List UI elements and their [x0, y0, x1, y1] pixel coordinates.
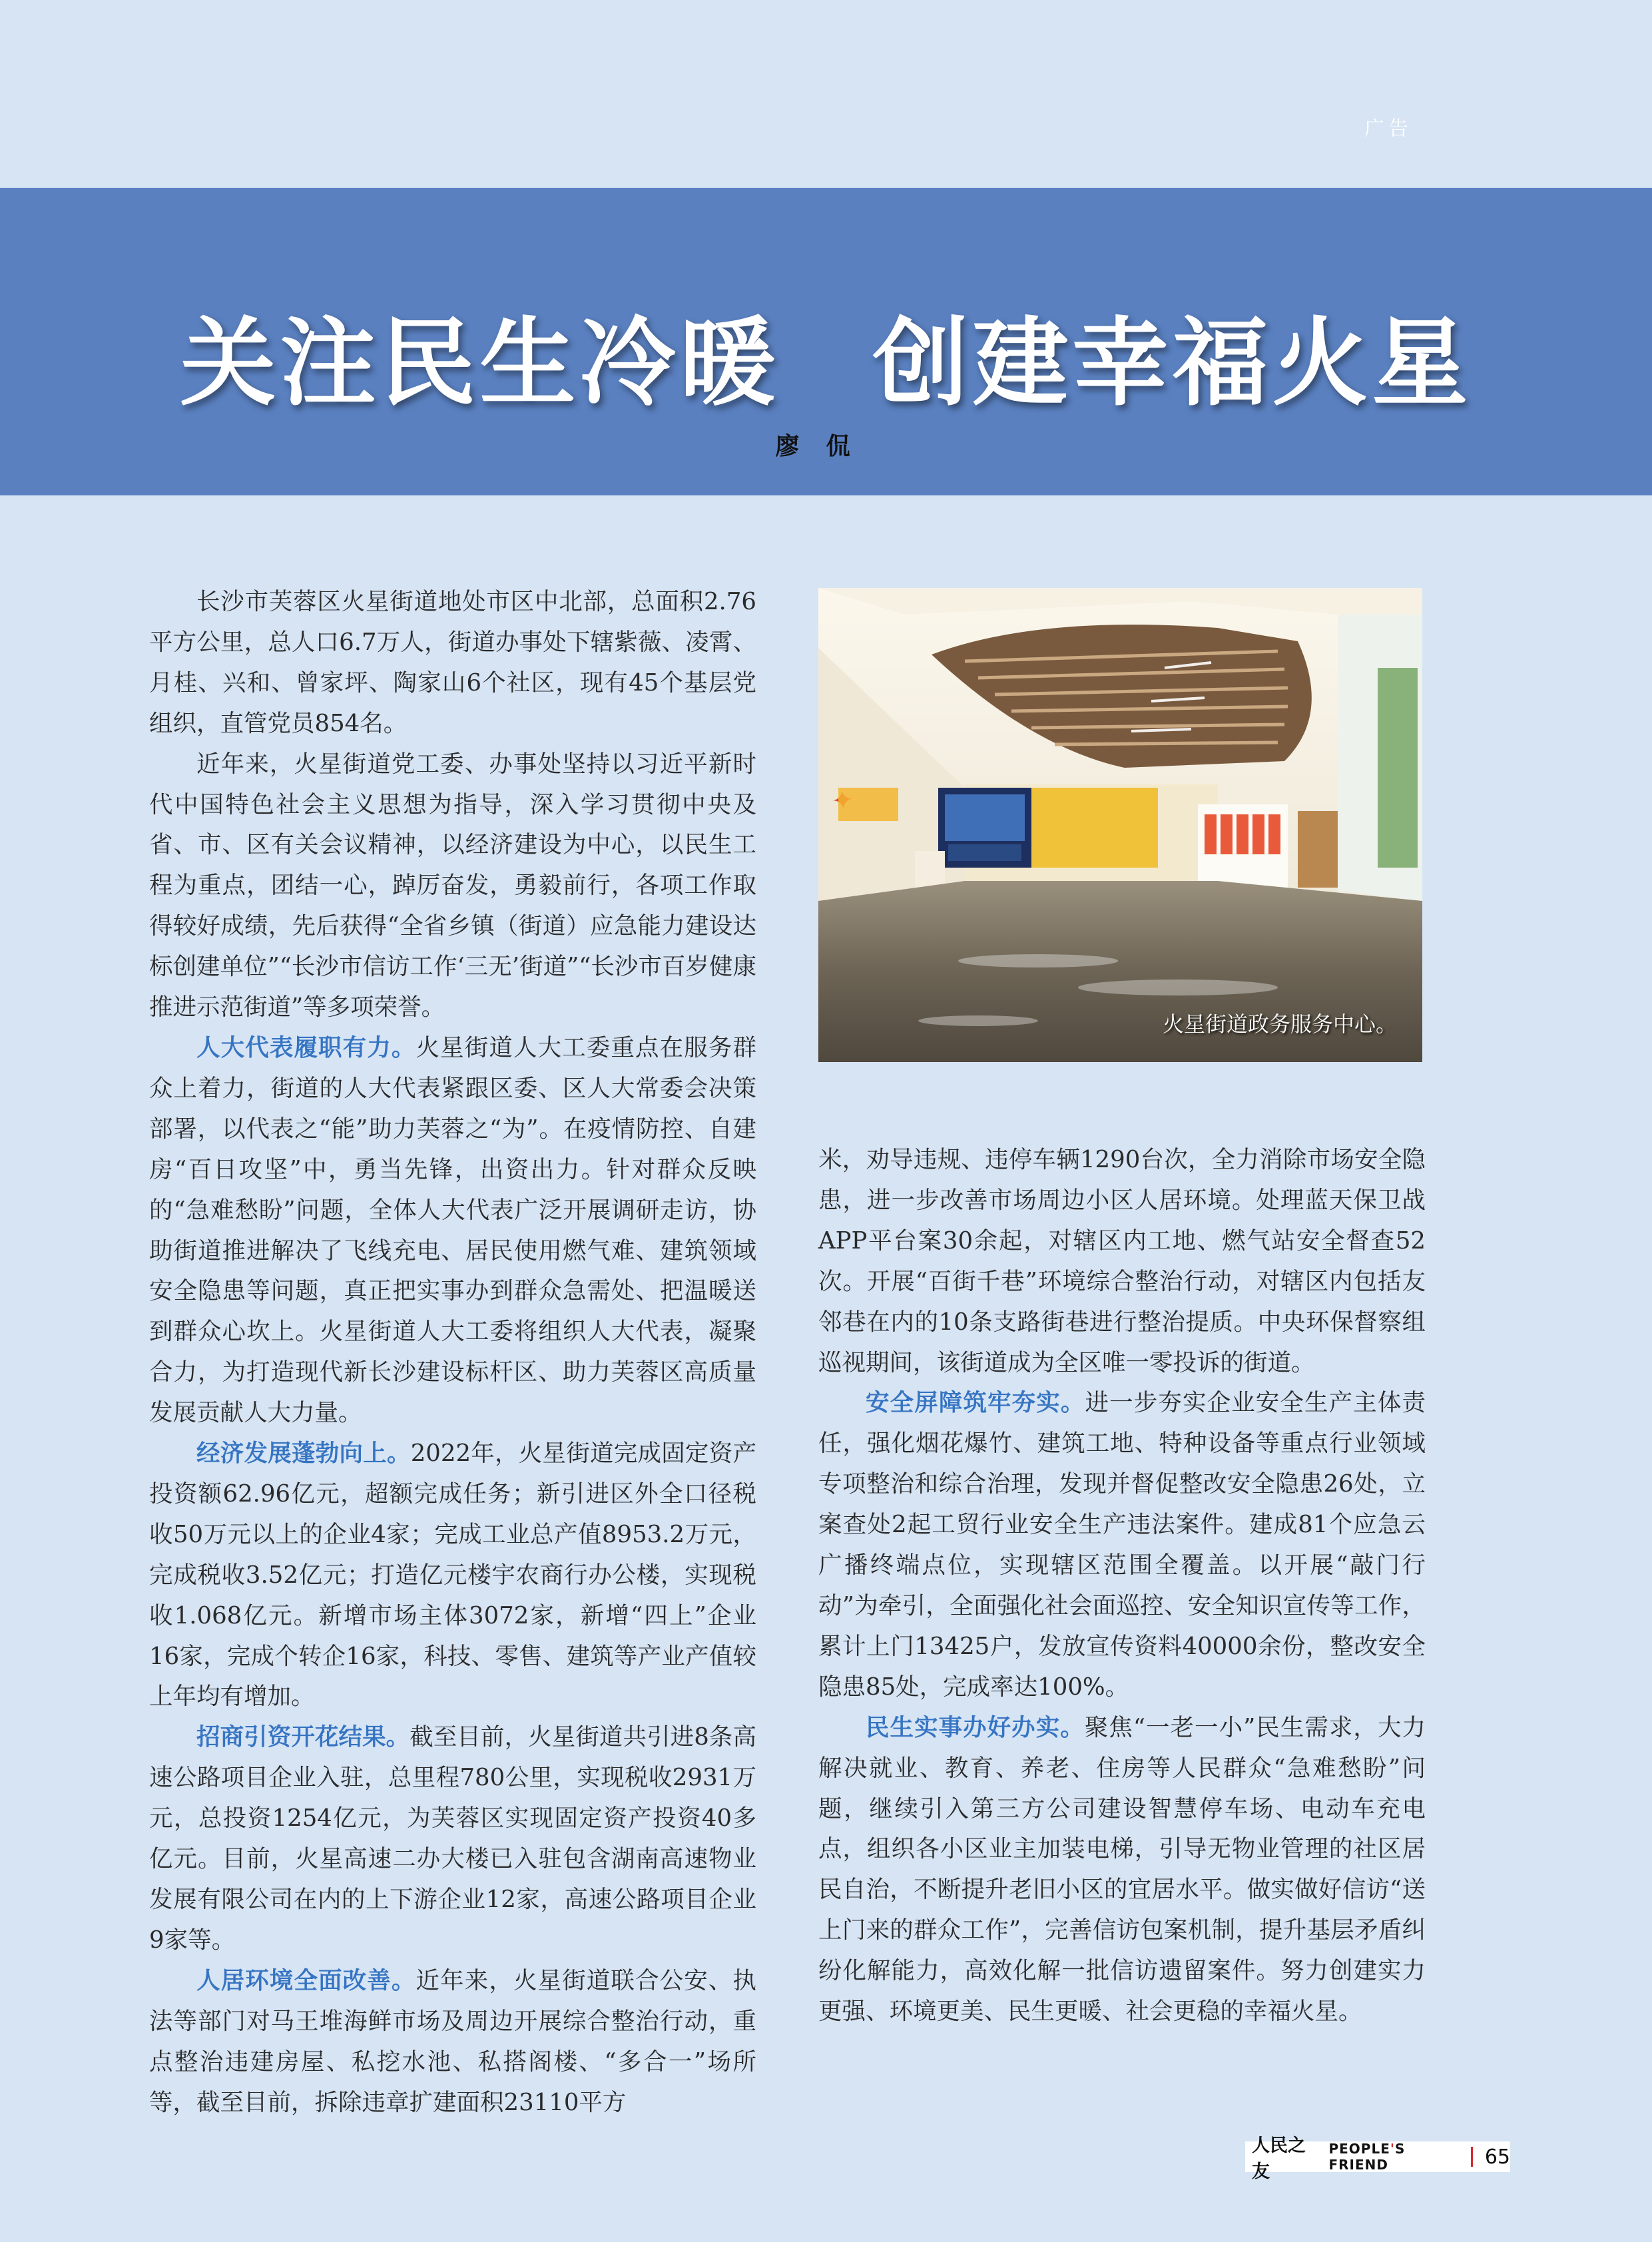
title-part-left: 关注民生冷暖: [180, 307, 780, 419]
section-heading: 安全屏障筑牢夯实。: [866, 1389, 1085, 1417]
paragraph-investment: [149, 1717, 756, 1960]
article-title: [0, 286, 1652, 424]
paragraph-intro: 长沙市芙蓉区火星街道地处市区中北部，总面积2.76平方公里，总人口6.7万人，街道办事处下辖紫薇、凌霄、月桂、兴和、曾家坪、陶家山6个社区，现有45个基层党组织，直管党员854名。: [149, 588, 756, 737]
paragraph-environment-continued: 米，劝导违规、违停车辆1290台次，全力消除市场安全隐患，进一步改善市场周边小区人居环境。处理蓝天保卫战APP平台案30余起，对辖区内工地、燃气站安全督查52次。开展“百街千巷”环境综合整治行动，对辖区内包括友邻巷在内的10条支路街巷进行整治提质。中央环保督察组巡视期间，该街道成为全区唯一零投诉的街道。: [818, 1146, 1426, 1376]
footer-divider: [1471, 2147, 1473, 2167]
paragraph-body: 2022年，火星街道完成固定资产投资额62.96亿元，超额完成任务；新引进区外全口径税收50万元以上的企业4家；完成工业总产值8953.2万元，完成税收3.52亿元；打造亿元楼宇农商行办公楼，实现税收1.068亿元。新增市场主体3072家，新增“四上”企业16家，完成个转企16家，科技、零售、建筑等产业产值较上年均有增加。: [149, 1440, 756, 1711]
photo-caption: 火星街道政务服务中心。: [1162, 1011, 1397, 1037]
paragraph-body: 聚焦“一老一小”民生需求，大力解决就业、教育、养老、住房等人民群众“急难愁盼”问题，继续引入第三方公司建设智慧停车场、电动车充电点，组织各小区业主加装电梯，引导无物业管理的社区居民自治，不断提升老旧小区的宜居水平。做实做好信访“送上门来的群众工作”，完善信访包案机制，提升基层矛盾纠纷化解能力，高效化解一批信访遗留案件。努力创建实力更强、环境更美、民生更暖、社会更稳的幸福火星。: [818, 1713, 1426, 2026]
paragraph-body: 截至目前，火星街道共引进8条高速公路项目企业入驻，总里程780公里，实现税收2931万元，总投资1254亿元，为芙蓉区实现固定资产投资40多亿元。目前，火星高速二办大楼已入驻包含湖南高速物业发展有限公司在内的上下游企业12家，高速公路项目企业9家等。: [149, 1723, 756, 1954]
title-banner: [0, 188, 1652, 495]
advertisement-tag: 广告: [1364, 117, 1412, 140]
page-footer: [1245, 2135, 1510, 2182]
english-name-apostrophe: ': [1390, 2141, 1395, 2157]
paragraph-body: 火星街道人大工委重点在服务群众上着力，街道的人大代表紧跟区委、区人大常委会决策部署，以代表之“能”助力芙蓉之“为”。在疫情防控、自建房“百日攻坚”中，勇当先锋，出资出力。针对群众反映的“急难愁盼”问题，全体人大代表广泛开展调研走访，协助街道推进解决了飞线充电、居民使用燃气难、建筑领域安全隐患等问题，真正把实事办到群众急需处、把温暖送到群众心坎上。火星街道人大工委将组织人大代表，凝聚合力，为打造现代新长沙建设标杆区、助力芙蓉区高质量发展贡献人大力量。: [149, 1033, 756, 1427]
page-number: 65: [1484, 2145, 1510, 2169]
paragraph-livelihood: [818, 1708, 1426, 2032]
paragraph-overview: 近年来，火星街道党工委、办事处坚持以习近平新时代中国特色社会主义思想为指导，深入学习贯彻中央及省、市、区有关会议精神，以经济建设为中心，以民生工程为重点，团结一心，踔厉奋发，勇毅前行，各项工作取得较好成绩，先后获得“全省乡镇（街道）应急能力建设达标创建单位”“长沙市信访工作‘三无’街道”“长沙市百岁健康推进示范街道”等多项荣誉。: [149, 750, 756, 1021]
magazine-english-name: [1328, 2141, 1462, 2173]
section-heading: 人居环境全面改善。: [196, 1966, 416, 1994]
paragraph-economy: [149, 1434, 756, 1717]
english-name-part: PEOPLE: [1328, 2141, 1390, 2157]
section-heading: 人大代表履职有力。: [196, 1033, 416, 1061]
photo-illustration: [818, 588, 1422, 1062]
service-center-photo: [818, 588, 1422, 1062]
english-name-part: S FRIEND: [1328, 2141, 1406, 2173]
right-column: [818, 1140, 1426, 2032]
paragraph-safety: [818, 1383, 1426, 1707]
paragraph-npc-deputies: [149, 1028, 756, 1434]
section-heading: 招商引资开花结果。: [196, 1723, 410, 1751]
article-author: 廖侃: [775, 433, 877, 460]
left-column: [149, 582, 756, 2123]
title-part-right: 创建幸福火星: [872, 307, 1472, 419]
paragraph-body: 近年来，火星街道联合公安、执法等部门对马王堆海鲜市场及周边开展综合整治行动，重点整治违建房屋、私挖水池、私搭阁楼、“多合一”场所等，截至目前，拆除违章扩建面积23110平方: [149, 1966, 756, 2116]
paragraph-environment: [149, 1961, 756, 2123]
magazine-name: 人民之友: [1252, 2135, 1306, 2182]
paragraph-body: 进一步夯实企业安全生产主体责任，强化烟花爆竹、建筑工地、特种设备等重点行业领域专项整治和综合治理，发现并督促整改安全隐患26处，立案查处2起工贸行业安全生产违法案件。建成81个应急云广播终端点位，实现辖区范围全覆盖。以开展“敲门行动”为牵引，全面强化社会面巡控、安全知识宣传等工作，累计上门13425户，发放宣传资料40000余份，整改安全隐患85处，完成率达100%。: [818, 1389, 1426, 1701]
section-heading: 民生实事办好办实。: [866, 1713, 1085, 1741]
section-heading: 经济发展蓬勃向上。: [196, 1440, 411, 1468]
